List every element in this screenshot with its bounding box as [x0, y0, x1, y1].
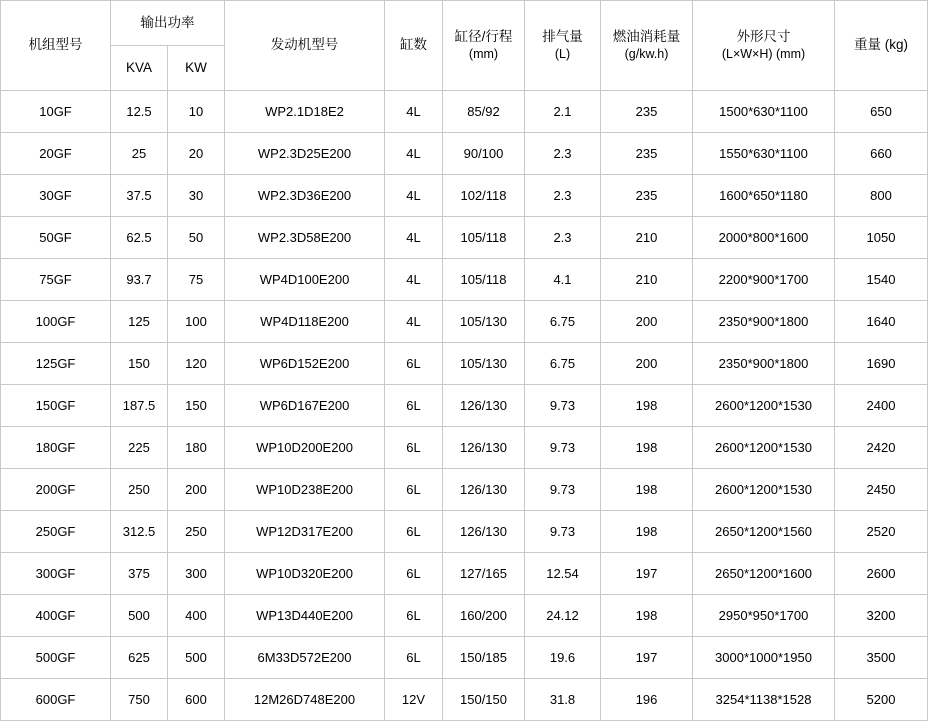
cell-bore-stroke: 102/118	[443, 175, 525, 217]
header-cylinders: 缸数	[385, 1, 443, 91]
cell-displacement: 9.73	[525, 469, 601, 511]
cell-weight: 1540	[835, 259, 928, 301]
cell-engine-model: WP10D200E200	[225, 427, 385, 469]
table-body	[1, 91, 928, 721]
cell-kw: 250	[168, 511, 225, 553]
cell-displacement: 9.73	[525, 427, 601, 469]
header-kw: KW	[168, 46, 225, 91]
cell-engine-model: WP4D100E200	[225, 259, 385, 301]
cell-bore-stroke: 85/92	[443, 91, 525, 133]
cell-weight: 5200	[835, 679, 928, 721]
cell-cylinders: 4L	[385, 259, 443, 301]
cell-cylinders: 6L	[385, 469, 443, 511]
cell-dimensions: 2350*900*1800	[693, 301, 835, 343]
cell-displacement: 19.6	[525, 637, 601, 679]
cell-model: 100GF	[1, 301, 111, 343]
cell-engine-model: 6M33D572E200	[225, 637, 385, 679]
cell-kva: 37.5	[111, 175, 168, 217]
cell-dimensions: 3254*1138*1528	[693, 679, 835, 721]
cell-bore-stroke: 126/130	[443, 511, 525, 553]
header-engine-model: 发动机型号	[225, 1, 385, 91]
cell-engine-model: WP2.3D36E200	[225, 175, 385, 217]
cell-kw: 120	[168, 343, 225, 385]
cell-dimensions: 3000*1000*1950	[693, 637, 835, 679]
cell-kva: 62.5	[111, 217, 168, 259]
cell-kva: 12.5	[111, 91, 168, 133]
cell-fuel: 198	[601, 595, 693, 637]
cell-weight: 3200	[835, 595, 928, 637]
cell-fuel: 198	[601, 469, 693, 511]
cell-kw: 400	[168, 595, 225, 637]
cell-cylinders: 4L	[385, 301, 443, 343]
cell-weight: 1690	[835, 343, 928, 385]
cell-model: 125GF	[1, 343, 111, 385]
header-fuel-label: 燃油消耗量	[612, 28, 681, 44]
cell-displacement: 2.1	[525, 91, 601, 133]
cell-weight: 2450	[835, 469, 928, 511]
cell-displacement: 6.75	[525, 343, 601, 385]
table-row	[1, 511, 928, 553]
cell-kva: 187.5	[111, 385, 168, 427]
cell-cylinders: 6L	[385, 595, 443, 637]
cell-fuel: 200	[601, 301, 693, 343]
header-displacement-unit: (L)	[554, 47, 571, 62]
cell-model: 400GF	[1, 595, 111, 637]
header-displacement	[525, 1, 601, 91]
header-model: 机组型号	[1, 1, 111, 91]
cell-fuel: 235	[601, 91, 693, 133]
cell-kw: 600	[168, 679, 225, 721]
cell-engine-model: WP2.3D58E200	[225, 217, 385, 259]
cell-model: 300GF	[1, 553, 111, 595]
cell-weight: 3500	[835, 637, 928, 679]
cell-dimensions: 1550*630*1100	[693, 133, 835, 175]
cell-model: 150GF	[1, 385, 111, 427]
cell-engine-model: WP2.3D25E200	[225, 133, 385, 175]
cell-fuel: 198	[601, 385, 693, 427]
cell-displacement: 6.75	[525, 301, 601, 343]
cell-kva: 25	[111, 133, 168, 175]
cell-kw: 300	[168, 553, 225, 595]
cell-model: 600GF	[1, 679, 111, 721]
table-row	[1, 133, 928, 175]
cell-kw: 20	[168, 133, 225, 175]
cell-kw: 50	[168, 217, 225, 259]
table-row	[1, 91, 928, 133]
cell-dimensions: 2650*1200*1600	[693, 553, 835, 595]
cell-weight: 650	[835, 91, 928, 133]
header-fuel-consumption	[601, 1, 693, 91]
cell-weight: 2520	[835, 511, 928, 553]
cell-fuel: 196	[601, 679, 693, 721]
table-row	[1, 385, 928, 427]
cell-engine-model: WP4D118E200	[225, 301, 385, 343]
cell-kva: 150	[111, 343, 168, 385]
cell-cylinders: 6L	[385, 343, 443, 385]
cell-weight: 800	[835, 175, 928, 217]
table-row	[1, 217, 928, 259]
header-dimensions-unit: (L×W×H) (mm)	[721, 47, 806, 62]
cell-weight: 2600	[835, 553, 928, 595]
cell-kw: 500	[168, 637, 225, 679]
cell-fuel: 198	[601, 427, 693, 469]
cell-displacement: 31.8	[525, 679, 601, 721]
cell-dimensions: 2200*900*1700	[693, 259, 835, 301]
cell-model: 250GF	[1, 511, 111, 553]
cell-displacement: 24.12	[525, 595, 601, 637]
cell-fuel: 210	[601, 259, 693, 301]
cell-engine-model: WP12D317E200	[225, 511, 385, 553]
cell-kva: 500	[111, 595, 168, 637]
cell-kw: 75	[168, 259, 225, 301]
cell-cylinders: 6L	[385, 385, 443, 427]
cell-bore-stroke: 160/200	[443, 595, 525, 637]
cell-dimensions: 1600*650*1180	[693, 175, 835, 217]
table-row	[1, 595, 928, 637]
cell-kw: 200	[168, 469, 225, 511]
cell-kva: 750	[111, 679, 168, 721]
cell-fuel: 210	[601, 217, 693, 259]
cell-cylinders: 4L	[385, 91, 443, 133]
cell-bore-stroke: 105/118	[443, 259, 525, 301]
cell-cylinders: 4L	[385, 217, 443, 259]
header-dimensions-label: 外形尺寸	[736, 28, 791, 44]
cell-displacement: 2.3	[525, 133, 601, 175]
cell-fuel: 197	[601, 553, 693, 595]
cell-engine-model: WP2.1D18E2	[225, 91, 385, 133]
header-fuel-unit: (g/kw.h)	[624, 47, 669, 62]
cell-cylinders: 4L	[385, 175, 443, 217]
cell-model: 200GF	[1, 469, 111, 511]
cell-kva: 312.5	[111, 511, 168, 553]
cell-model: 50GF	[1, 217, 111, 259]
cell-kw: 100	[168, 301, 225, 343]
cell-model: 20GF	[1, 133, 111, 175]
table-header	[1, 1, 928, 91]
cell-bore-stroke: 126/130	[443, 427, 525, 469]
table-row	[1, 553, 928, 595]
cell-dimensions: 2600*1200*1530	[693, 385, 835, 427]
cell-model: 75GF	[1, 259, 111, 301]
table-row	[1, 343, 928, 385]
cell-engine-model: WP6D152E200	[225, 343, 385, 385]
cell-weight: 660	[835, 133, 928, 175]
cell-kw: 30	[168, 175, 225, 217]
table-row	[1, 259, 928, 301]
cell-weight: 1050	[835, 217, 928, 259]
cell-displacement: 12.54	[525, 553, 601, 595]
cell-displacement: 2.3	[525, 175, 601, 217]
cell-kva: 250	[111, 469, 168, 511]
header-bore-stroke-label: 缸径/行程	[454, 28, 513, 44]
table-row	[1, 175, 928, 217]
cell-dimensions: 1500*630*1100	[693, 91, 835, 133]
cell-weight: 2420	[835, 427, 928, 469]
header-displacement-label: 排气量	[542, 28, 583, 44]
cell-model: 10GF	[1, 91, 111, 133]
cell-displacement: 9.73	[525, 385, 601, 427]
cell-kva: 125	[111, 301, 168, 343]
cell-model: 30GF	[1, 175, 111, 217]
cell-model: 180GF	[1, 427, 111, 469]
cell-bore-stroke: 105/118	[443, 217, 525, 259]
header-dimensions	[693, 1, 835, 91]
table-row	[1, 301, 928, 343]
cell-bore-stroke: 126/130	[443, 385, 525, 427]
cell-kva: 225	[111, 427, 168, 469]
cell-dimensions: 2950*950*1700	[693, 595, 835, 637]
cell-weight: 1640	[835, 301, 928, 343]
cell-displacement: 4.1	[525, 259, 601, 301]
cell-dimensions: 2000*800*1600	[693, 217, 835, 259]
header-row-primary	[1, 1, 928, 46]
cell-kw: 150	[168, 385, 225, 427]
cell-displacement: 9.73	[525, 511, 601, 553]
cell-model: 500GF	[1, 637, 111, 679]
cell-bore-stroke: 150/185	[443, 637, 525, 679]
header-bore-stroke-unit: (mm)	[468, 47, 499, 62]
cell-bore-stroke: 90/100	[443, 133, 525, 175]
header-weight: 重量 (kg)	[835, 1, 928, 91]
cell-dimensions: 2650*1200*1560	[693, 511, 835, 553]
cell-bore-stroke: 150/150	[443, 679, 525, 721]
table-row	[1, 427, 928, 469]
table-row	[1, 679, 928, 721]
header-kva: KVA	[111, 46, 168, 91]
cell-cylinders: 6L	[385, 553, 443, 595]
cell-fuel: 200	[601, 343, 693, 385]
cell-fuel: 197	[601, 637, 693, 679]
cell-bore-stroke: 126/130	[443, 469, 525, 511]
cell-kw: 180	[168, 427, 225, 469]
cell-cylinders: 12V	[385, 679, 443, 721]
cell-fuel: 235	[601, 133, 693, 175]
cell-cylinders: 6L	[385, 637, 443, 679]
cell-engine-model: WP10D320E200	[225, 553, 385, 595]
cell-cylinders: 4L	[385, 133, 443, 175]
cell-kw: 10	[168, 91, 225, 133]
cell-dimensions: 2350*900*1800	[693, 343, 835, 385]
table-row	[1, 469, 928, 511]
cell-kva: 375	[111, 553, 168, 595]
cell-engine-model: WP6D167E200	[225, 385, 385, 427]
cell-bore-stroke: 105/130	[443, 343, 525, 385]
cell-kva: 625	[111, 637, 168, 679]
cell-fuel: 235	[601, 175, 693, 217]
cell-dimensions: 2600*1200*1530	[693, 427, 835, 469]
cell-engine-model: WP10D238E200	[225, 469, 385, 511]
table-row	[1, 637, 928, 679]
cell-bore-stroke: 105/130	[443, 301, 525, 343]
cell-cylinders: 6L	[385, 511, 443, 553]
header-output-power: 输出功率	[111, 1, 225, 46]
cell-kva: 93.7	[111, 259, 168, 301]
cell-engine-model: 12M26D748E200	[225, 679, 385, 721]
cell-cylinders: 6L	[385, 427, 443, 469]
cell-weight: 2400	[835, 385, 928, 427]
cell-displacement: 2.3	[525, 217, 601, 259]
cell-engine-model: WP13D440E200	[225, 595, 385, 637]
cell-fuel: 198	[601, 511, 693, 553]
cell-dimensions: 2600*1200*1530	[693, 469, 835, 511]
cell-bore-stroke: 127/165	[443, 553, 525, 595]
header-bore-stroke	[443, 1, 525, 91]
